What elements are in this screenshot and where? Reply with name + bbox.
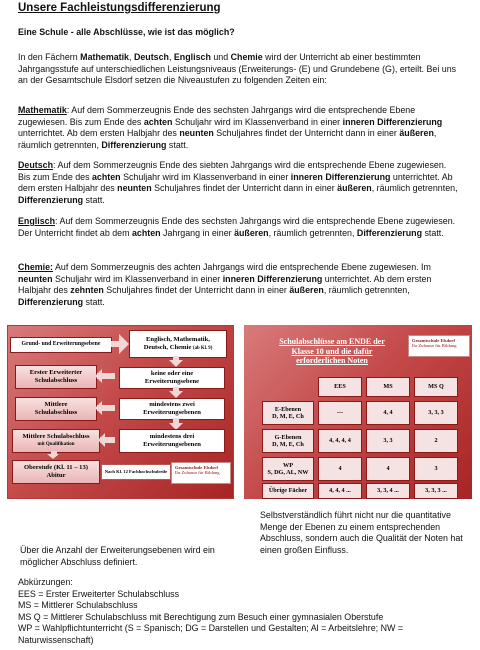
deutsch-heading: Deutsch (18, 160, 54, 170)
arrow-left-icon (95, 369, 102, 383)
table-cell: 4 (366, 457, 410, 481)
abbreviation-item: WP = Wahlpflichtunterricht (S = Spanisch; DG = Darstellen und Gestalten; Al = Arbeitslehre; NW = Naturwissenschaft) (18, 623, 404, 645)
diagram-caption: Über die Anzahl der Erweiterungsebenen wird ein möglicher Abschluss definiert. (20, 545, 215, 567)
table-cell: 4, 4, 4, 4 (318, 429, 362, 453)
table-cell: 2 (414, 429, 458, 453)
column-header: MS Q (414, 377, 458, 397)
faecher-box: Englisch, Mathematik, Deutsch, Chemie (ab Kl. 9) (129, 330, 227, 358)
fachhochschulreife-box: Nach Kl. 12 Fachhochschulreife (101, 464, 171, 480)
arrow-left-icon (98, 433, 105, 447)
row-label: G-Ebenen D, M, E, Ch (262, 429, 314, 453)
arrow-down-icon (169, 391, 183, 398)
column-header: EES (318, 377, 362, 397)
noten-diagram-title: Schulabschlüsse am ENDE der Klasse 10 und die dafür erforderlichen Noten (279, 337, 385, 365)
school-logo: Gesamtschule Elsdorf Ihr Zuhause für Bildung (408, 335, 470, 357)
noten-diagram (244, 325, 472, 499)
arrow-down-icon (169, 360, 183, 367)
table-cell: 3, 3 (366, 429, 410, 453)
grund-erweiterungsebene-box: Grund- und Erweiterungsebene (10, 337, 112, 353)
abschluss-diagram (7, 325, 234, 499)
ms-box: Mittlere Schulabschluss (15, 397, 97, 421)
arrow-down-icon (47, 454, 59, 459)
table-cell: 4, 4, 4 ... (318, 483, 362, 499)
table-cell: 3, 3, 4 ... (366, 483, 410, 499)
table-cell: 3, 3, 3 (414, 401, 458, 425)
column-header: MS (366, 377, 410, 397)
abbreviation-item: EES = Erster Erweiterter Schulabschluss (18, 588, 180, 599)
arrow-left-icon (95, 401, 102, 415)
arrow-right-icon (119, 334, 129, 354)
oberstufe-box: Oberstufe (Kl. 11 – 13) Abitur (12, 460, 100, 484)
ees-box: Erster Erweiterter Schulabschluss (15, 365, 97, 389)
chemie-heading: Chemie: (18, 262, 54, 272)
row-label: WP S, DG, AL, NW (262, 457, 314, 481)
table-cell: 3 (414, 457, 458, 481)
englisch-paragraph: Englisch: Auf dem Sommerzeugnis Ende des sechsten Jahrgangs wird die entsprechende Ebene zugewiesen. Der Unterricht findet ab dem achten Jahrgang in einer äußeren, räumlich getrennten, Differenzierung statt. (18, 216, 456, 238)
chemie-paragraph: Chemie: Auf dem Sommerzeugnis des achten Jahrgangs wird die entsprechende Ebene zugewiesen. Im neunten Schuljahr wird im Klassenverband in einer inneren Differenzierung unterrichtet. Ab dem ersten Halbjahr des zehnten Schuljahres findet der Unterricht dann in einer äußeren, räumlich getrennten, Differenzierung statt. (18, 262, 432, 307)
zwei-erweiterungsebenen-box: mindestens zwei Erweiterungsebenen (119, 398, 225, 420)
table-cell: --- (318, 401, 362, 425)
abbreviations-heading: Abkürzungen: (18, 577, 73, 587)
row-label: Übrige Fächer (262, 483, 314, 499)
table-cell: 4 (318, 457, 362, 481)
abbreviation-item: MS = Mittlerer Schulabschluss (18, 600, 138, 611)
abbreviation-item: MS Q = Mittlerer Schulabschluss mit Berechtigung zum Besuch einer gymnasialen Oberstufe (18, 611, 384, 622)
drei-erweiterungsebenen-box: mindestens drei Erweiterungsebenen (119, 429, 225, 453)
school-logo: Gesamtschule Elsdorf Ihr Zuhause für Bildung (171, 462, 231, 484)
quality-note: Selbstverständlich führt nicht nur die quantitative Menge der Ebenen zu einem entsprechenden Abschluss, sondern auch die Qualität der Noten hat einen großen Einfluss. (260, 510, 463, 555)
mathematik-heading: Mathematik (18, 105, 67, 115)
msq-box: Mittlere Schulabschluss mit Qualifikation (12, 429, 100, 453)
row-label: E-Ebenen D, M, E, Ch (262, 401, 314, 425)
englisch-heading: Englisch (18, 216, 55, 226)
table-cell: 3, 3, 3 ... (414, 483, 458, 499)
page-subtitle: Eine Schule - alle Abschlüsse, wie ist das möglich? (18, 27, 235, 37)
page-title: Unsere Fachleistungsdifferenzierung (18, 2, 221, 14)
keine-erweiterungsebene-box: keine oder eine Erweiterungsebene (119, 367, 225, 389)
deutsch-paragraph: Deutsch: Auf dem Sommerzeugnis Ende des siebten Jahrgangs wird die entsprechende Ebene zugewiesen. Bis zum Ende des achten Schuljahr wird im Klassenverband in einer inneren Differenzierung unterrichtet. Ab dem ersten Halbjahr des neunten Schuljahres findet der Unterricht dann in einer äußeren, räumlich getrennten, Differenzierung statt. (18, 160, 458, 205)
arrow-right-icon (111, 341, 119, 347)
table-cell: 4, 4 (366, 401, 410, 425)
abbreviations (18, 577, 468, 647)
mathematik-paragraph: Mathematik: Auf dem Sommerzeugnis Ende des sechsten Jahrgangs wird die entsprechende Ebene zugewiesen. Bis zum Ende des achten Schuljahr wird im Klassenverband in einer inneren Differenzierung unterrichtet. Ab dem ersten Halbjahr des neunten Schuljahres findet der Unterricht dann in einer äußeren, räumlich getrennten, Differenzierung statt. (18, 105, 443, 150)
intro-paragraph: In den Fächern Mathematik, Deutsch, Englisch und Chemie wird der Unterricht ab einer bestimmten Jahrgangsstufe auf unterschiedlichen Leistungsniveaus (Erweiterungs- (E) und Grundebene (G), erteilt. Bei uns an der Gesamtschule Elsdorf setzen die Niveaustufen zu folgenden Zeiten ein: (18, 52, 457, 86)
